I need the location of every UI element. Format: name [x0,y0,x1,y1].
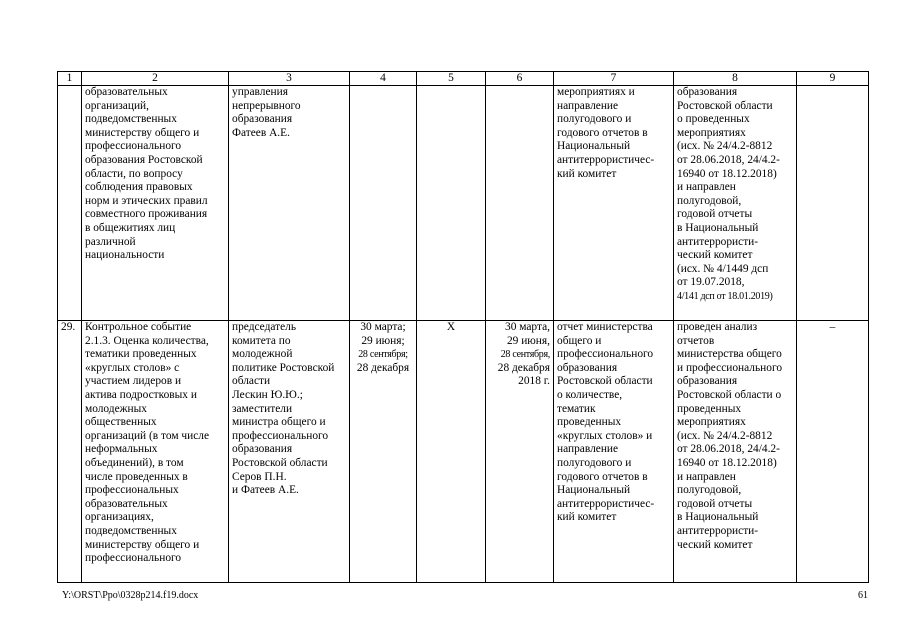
text-line: профессионального [557,348,654,361]
text-line: Ростовской области о [677,388,782,401]
text-line: общего и [557,334,602,347]
text-line: профессионального [85,140,182,153]
result-cell [554,321,674,583]
text-line: в Национальный [677,511,759,524]
text-line: председатель [232,321,297,333]
header-cell: 8 [674,72,797,86]
text-line: полугодовой, [677,194,742,207]
text-line: тематик [557,402,596,415]
text-line: и направлен [677,181,736,194]
text-line: совместного проживания [85,208,208,221]
header-cell: 9 [797,72,869,86]
text-line: годовой отчеты [677,497,753,510]
text-line: национальности [85,249,165,262]
text-line: мероприятиях [677,416,746,429]
text-line: (исх. № 4/1449 дсп [677,262,769,275]
text-line: молодежной [232,348,293,361]
text-line: Ростовской области [232,456,328,469]
col5-cell [417,86,486,321]
text-line: управления [232,86,288,98]
text-line: актива подростковых и [85,388,197,401]
text-line: в общежитиях лиц [85,221,176,234]
text-line: от 19.07.2018, [677,276,745,289]
text-line: образования [677,375,738,388]
header-cell: 3 [229,72,350,86]
text-line: и Фатеев А.Е. [232,484,299,497]
text-line: о количестве, [557,388,623,401]
result-cell [554,86,674,321]
text-line: от 28.06.2018, 24/4.2- [677,153,780,166]
text-line: заместители [232,402,293,415]
text-line: антитеррористи- [677,235,759,248]
text-line: организаций, [85,99,149,112]
text-line: 28 декабря [356,361,410,374]
text-line: 28 сентября, [500,349,550,361]
text-line: мероприятиях и [557,86,635,98]
header-cell: 1 [58,72,82,86]
text-line: 16940 от 18.12.2018) [677,167,777,180]
header-cell: 6 [486,72,554,86]
text-line: министра общего и [232,416,326,429]
text-line: ческий комитет [677,538,753,551]
header-cell: 5 [417,72,486,86]
text-line: образования [557,361,618,374]
note-cell: – [797,321,869,583]
col5-cell: Х [417,321,486,583]
text-line: образовательных [85,497,168,510]
text-line: министерства общего [677,348,782,361]
text-line: направление [557,443,619,456]
text-line: области, по вопросу [85,167,183,180]
text-line: от 28.06.2018, 24/4.2- [677,443,780,456]
text-line: кий комитет [557,511,617,524]
responsible-cell [229,86,350,321]
text-line: полугодовой, [677,484,742,497]
text-line: 28 сентября; [358,349,408,361]
table-row-continued [58,86,869,321]
table-row-29 [58,321,869,583]
text-line: образования Ростовской [85,153,203,166]
text-line: 30 марта, [505,321,550,333]
text-line: проведен анализ [677,321,758,333]
text-line: Контрольное событие [85,321,192,333]
text-line: 2018 г. [518,375,550,388]
plan-date-cell [350,86,417,321]
text-line: годовой отчеты [677,208,753,221]
text-line: о проведенных [677,113,750,126]
text-line: 30 марта; [360,321,406,333]
text-line: области [232,375,271,388]
text-line: (исх. № 24/4.2-8812 [677,140,773,153]
text-line: министерству общего и [85,126,200,139]
text-line: политике Ростовской [232,361,335,374]
header-cell: 7 [554,72,674,86]
text-line: 28 декабря [497,361,550,374]
event-description-cell [82,321,229,583]
note-cell [797,86,869,321]
text-line: в Национальный [677,221,759,234]
text-line: профессионального [232,429,329,442]
footer-file-path: Y:\ORST\Ppo\0328p214.f19.docx [62,590,199,601]
header-row [58,72,869,86]
text-line: образования [677,86,738,98]
status-cell [674,86,797,321]
text-line: «круглых столов» с [85,361,180,374]
text-line: полугодового и [557,456,632,469]
text-line: неформальных [85,443,158,456]
text-line: антитеррористи- [677,524,759,537]
text-line: общественных [85,416,157,429]
text-line: числе проведенных в [85,470,188,483]
text-line: организаций (в том числе [85,429,210,442]
text-line: годового отчетов в [557,126,648,139]
text-line: профессиональных [85,484,179,497]
text-line: 4/141 дсп от 18.01.2019) [677,290,773,302]
text-line: и профессионального [677,361,783,374]
footer-page-number: 61 [858,590,868,601]
text-line: 29 июня; [361,334,405,347]
text-line: молодежных [85,402,147,415]
text-line: мероприятиях [677,126,746,139]
text-line: «круглых столов» и [557,429,653,442]
text-line: годового отчетов в [557,470,648,483]
text-line: образовательных [85,86,168,98]
actual-date-cell [486,321,554,583]
text-line: соблюдения правовых [85,181,193,194]
text-line: полугодового и [557,113,632,126]
text-line: 2.1.3. Оценка количества, [85,334,209,347]
text-line: 16940 от 18.12.2018) [677,456,777,469]
text-line: норм и этических правил [85,194,208,207]
text-line: министерству общего и [85,538,200,551]
text-line: и направлен [677,470,736,483]
text-line: 29 июня, [506,334,550,347]
text-line: участием лидеров и [85,375,182,388]
text-line: комитета по [232,334,291,347]
responsible-cell [229,321,350,583]
text-line: тематики проведенных [85,348,197,361]
text-line: отчетов [677,334,715,347]
status-cell [674,321,797,583]
text-line: Национальный [557,484,631,497]
text-line: проведенных [677,402,742,415]
row-number-cell [58,86,82,321]
event-description-cell [82,86,229,321]
text-line: ческий комитет [677,249,753,262]
actual-date-cell [486,86,554,321]
text-line: Национальный [557,140,631,153]
row-number-cell: 29. [58,321,82,583]
text-line: Фатеев А.Е. [232,126,290,139]
text-line: объединений), в том [85,456,184,469]
text-line: (исх. № 24/4.2-8812 [677,429,773,442]
text-line: отчет министерства [557,321,653,333]
text-line: различной [85,235,136,248]
document-table [57,71,869,583]
text-line: Ростовской области [557,375,653,388]
text-line: образования [232,443,293,456]
text-line: Лескин Ю.Ю.; [232,388,303,401]
text-line: непрерывного [232,99,301,112]
text-line: кий комитет [557,167,617,180]
text-line: направление [557,99,619,112]
text-line: образования [232,113,293,126]
text-line: организациях, [85,511,154,524]
text-line: профессионального [85,552,182,565]
text-line: подведомственных [85,113,177,126]
text-line: Серов П.Н. [232,470,287,483]
text-line: антитеррористичес- [557,153,655,166]
text-line: проведенных [557,416,622,429]
header-cell: 2 [82,72,229,86]
plan-date-cell [350,321,417,583]
text-line: подведомственных [85,524,177,537]
text-line: Ростовской области [677,99,773,112]
text-line: антитеррористичес- [557,497,655,510]
header-cell: 4 [350,72,417,86]
